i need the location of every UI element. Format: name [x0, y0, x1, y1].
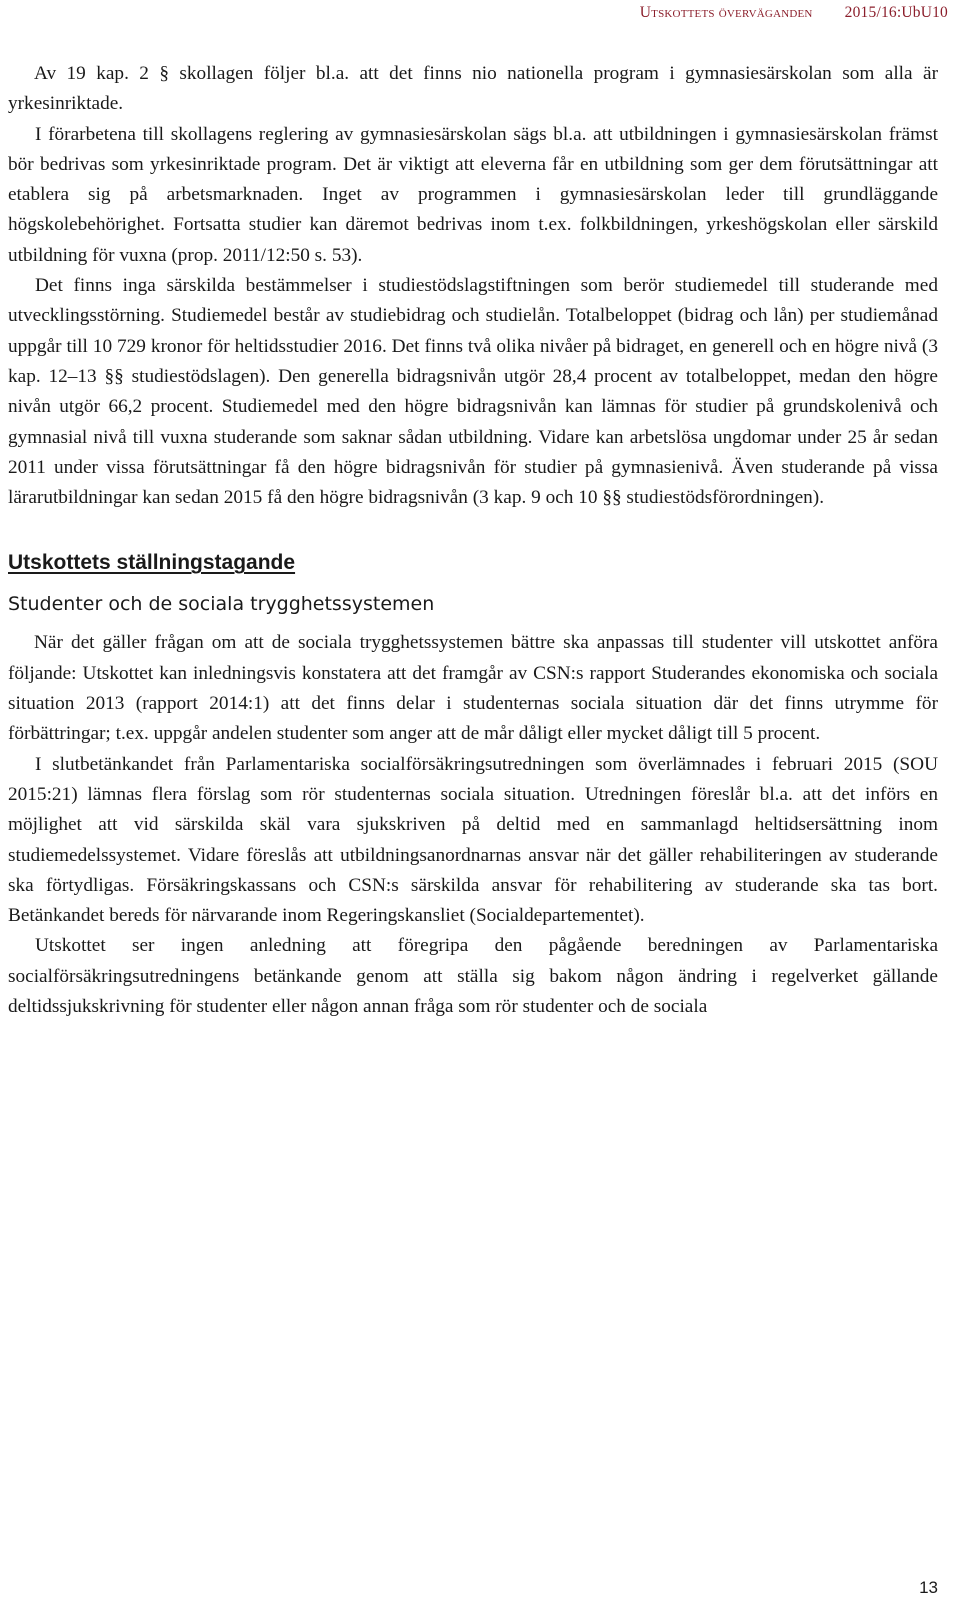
paragraph-section-2: I slutbetänkandet från Parlamentariska socialförsäkringsutredningen som överlämnades i februari 2015 (SOU 2015:21) lämnas flera förslag som rör studenternas sociala situation. Utredningen föreslår bl.a. att det införs en möjlighet att vid särskilda skäl vara sjukskriven på deltid med en sammanlagd heltidsersättning inom studiemedelssystemet. Vidare föreslås att utbildningsanordnarnas ansvar när det gäller rehabiliteringen av studerande ska förtydligas. Försäkringskassans och CSN:s särskilda ansvar för rehabilitering av studerande ska tas bort. Betänkandet bereds för närvarande inom Regeringskansliet (Socialdepartementet).	[8, 753, 938, 927]
page-number: 13	[919, 1578, 938, 1597]
paragraph-section-1: När det gäller frågan om att de sociala trygghetssystemen bättre ska anpassas till studenter vill utskottet anföra följande: Utskottet kan inledningsvis konstatera att det framgår av CSN:s rapport Studerandes ekonomiska och sociala situation 2013 (rapport 2014:1) att det finns delar i studenternas sociala situation där det finns utrymme för förbättringar; t.ex. uppgår andelen studenter som anger att de mår dåligt eller mycket dåligt till 5 procent.	[8, 632, 938, 745]
running-header	[640, 4, 948, 22]
section-subheading: Studenter och de sociala trygghetssystemen	[8, 593, 435, 616]
paragraph-intro-3: Det finns inga särskilda bestämmelser i studiestödslagstiftningen som berör studiemedel till studerande med utvecklingsstörning. Studiemedel består av studiebidrag och studielån. Totalbeloppet (bidrag och lån) per studiemånad uppgår till 10 729 kronor för heltidsstudier 2016. Det finns två olika nivåer på bidraget, en generell och en högre nivå (3 kap. 12–13 §§ studiestödslagen). Den generella bidragsnivån utgör 28,4 procent av totalbeloppet, medan den högre nivån utgör 66,2 procent. Studiemedel med den högre bidragsnivån kan lämnas för studier på grundskolenivå och gymnasial nivå till vuxna studerande som saknar sådan utbildning. Vidare kan arbetslösa ungdomar under 25 år sedan 2011 under vissa förutsättningar få den högre bidragsnivån för studier på gymnasienivå. Även studerande på vissa lärarutbildningar kan sedan 2015 få den högre bidragsnivån (3 kap. 9 och 10 §§ studiestödsförordningen).	[8, 275, 938, 509]
document-body	[8, 59, 938, 1022]
paragraph-intro-2: I förarbetena till skollagens reglering av gymnasiesärskolan sägs bl.a. att utbildningen i gymnasiesärskolan främst bör bedrivas som yrkesinriktade program. Det är viktigt att eleverna får en utbildning som ger dem förutsättningar att etablera sig på arbetsmarknaden. Inget av programmen i gymnasiesärskolan leder till grundläggande högskolebehörighet. Fortsatta studier kan däremot bedrivas inom t.ex. folkbildningen, yrkeshögskolan eller särskild utbildning för vuxna (prop. 2011/12:50 s. 53).	[8, 123, 938, 266]
header-report-id: 2015/16:UbU10	[844, 4, 948, 21]
header-section-title: Utskottets överväganden	[639, 4, 813, 21]
paragraph-intro-1: Av 19 kap. 2 § skollagen följer bl.a. att det finns nio nationella program i gymnasiesärskolan som alla är yrkesinriktade.	[8, 63, 938, 115]
section-heading: Utskottets ställningstagande	[8, 551, 296, 575]
paragraph-section-3: Utskottet ser ingen anledning att föregripa den pågående beredningen av Parlamentariska socialförsäkringsutredningens betänkande genom att ställa sig bakom någon ändring i regelverket gällande deltidssjukskrivning för studenter eller någon annan fråga som rör studenter och de sociala	[8, 935, 938, 1018]
